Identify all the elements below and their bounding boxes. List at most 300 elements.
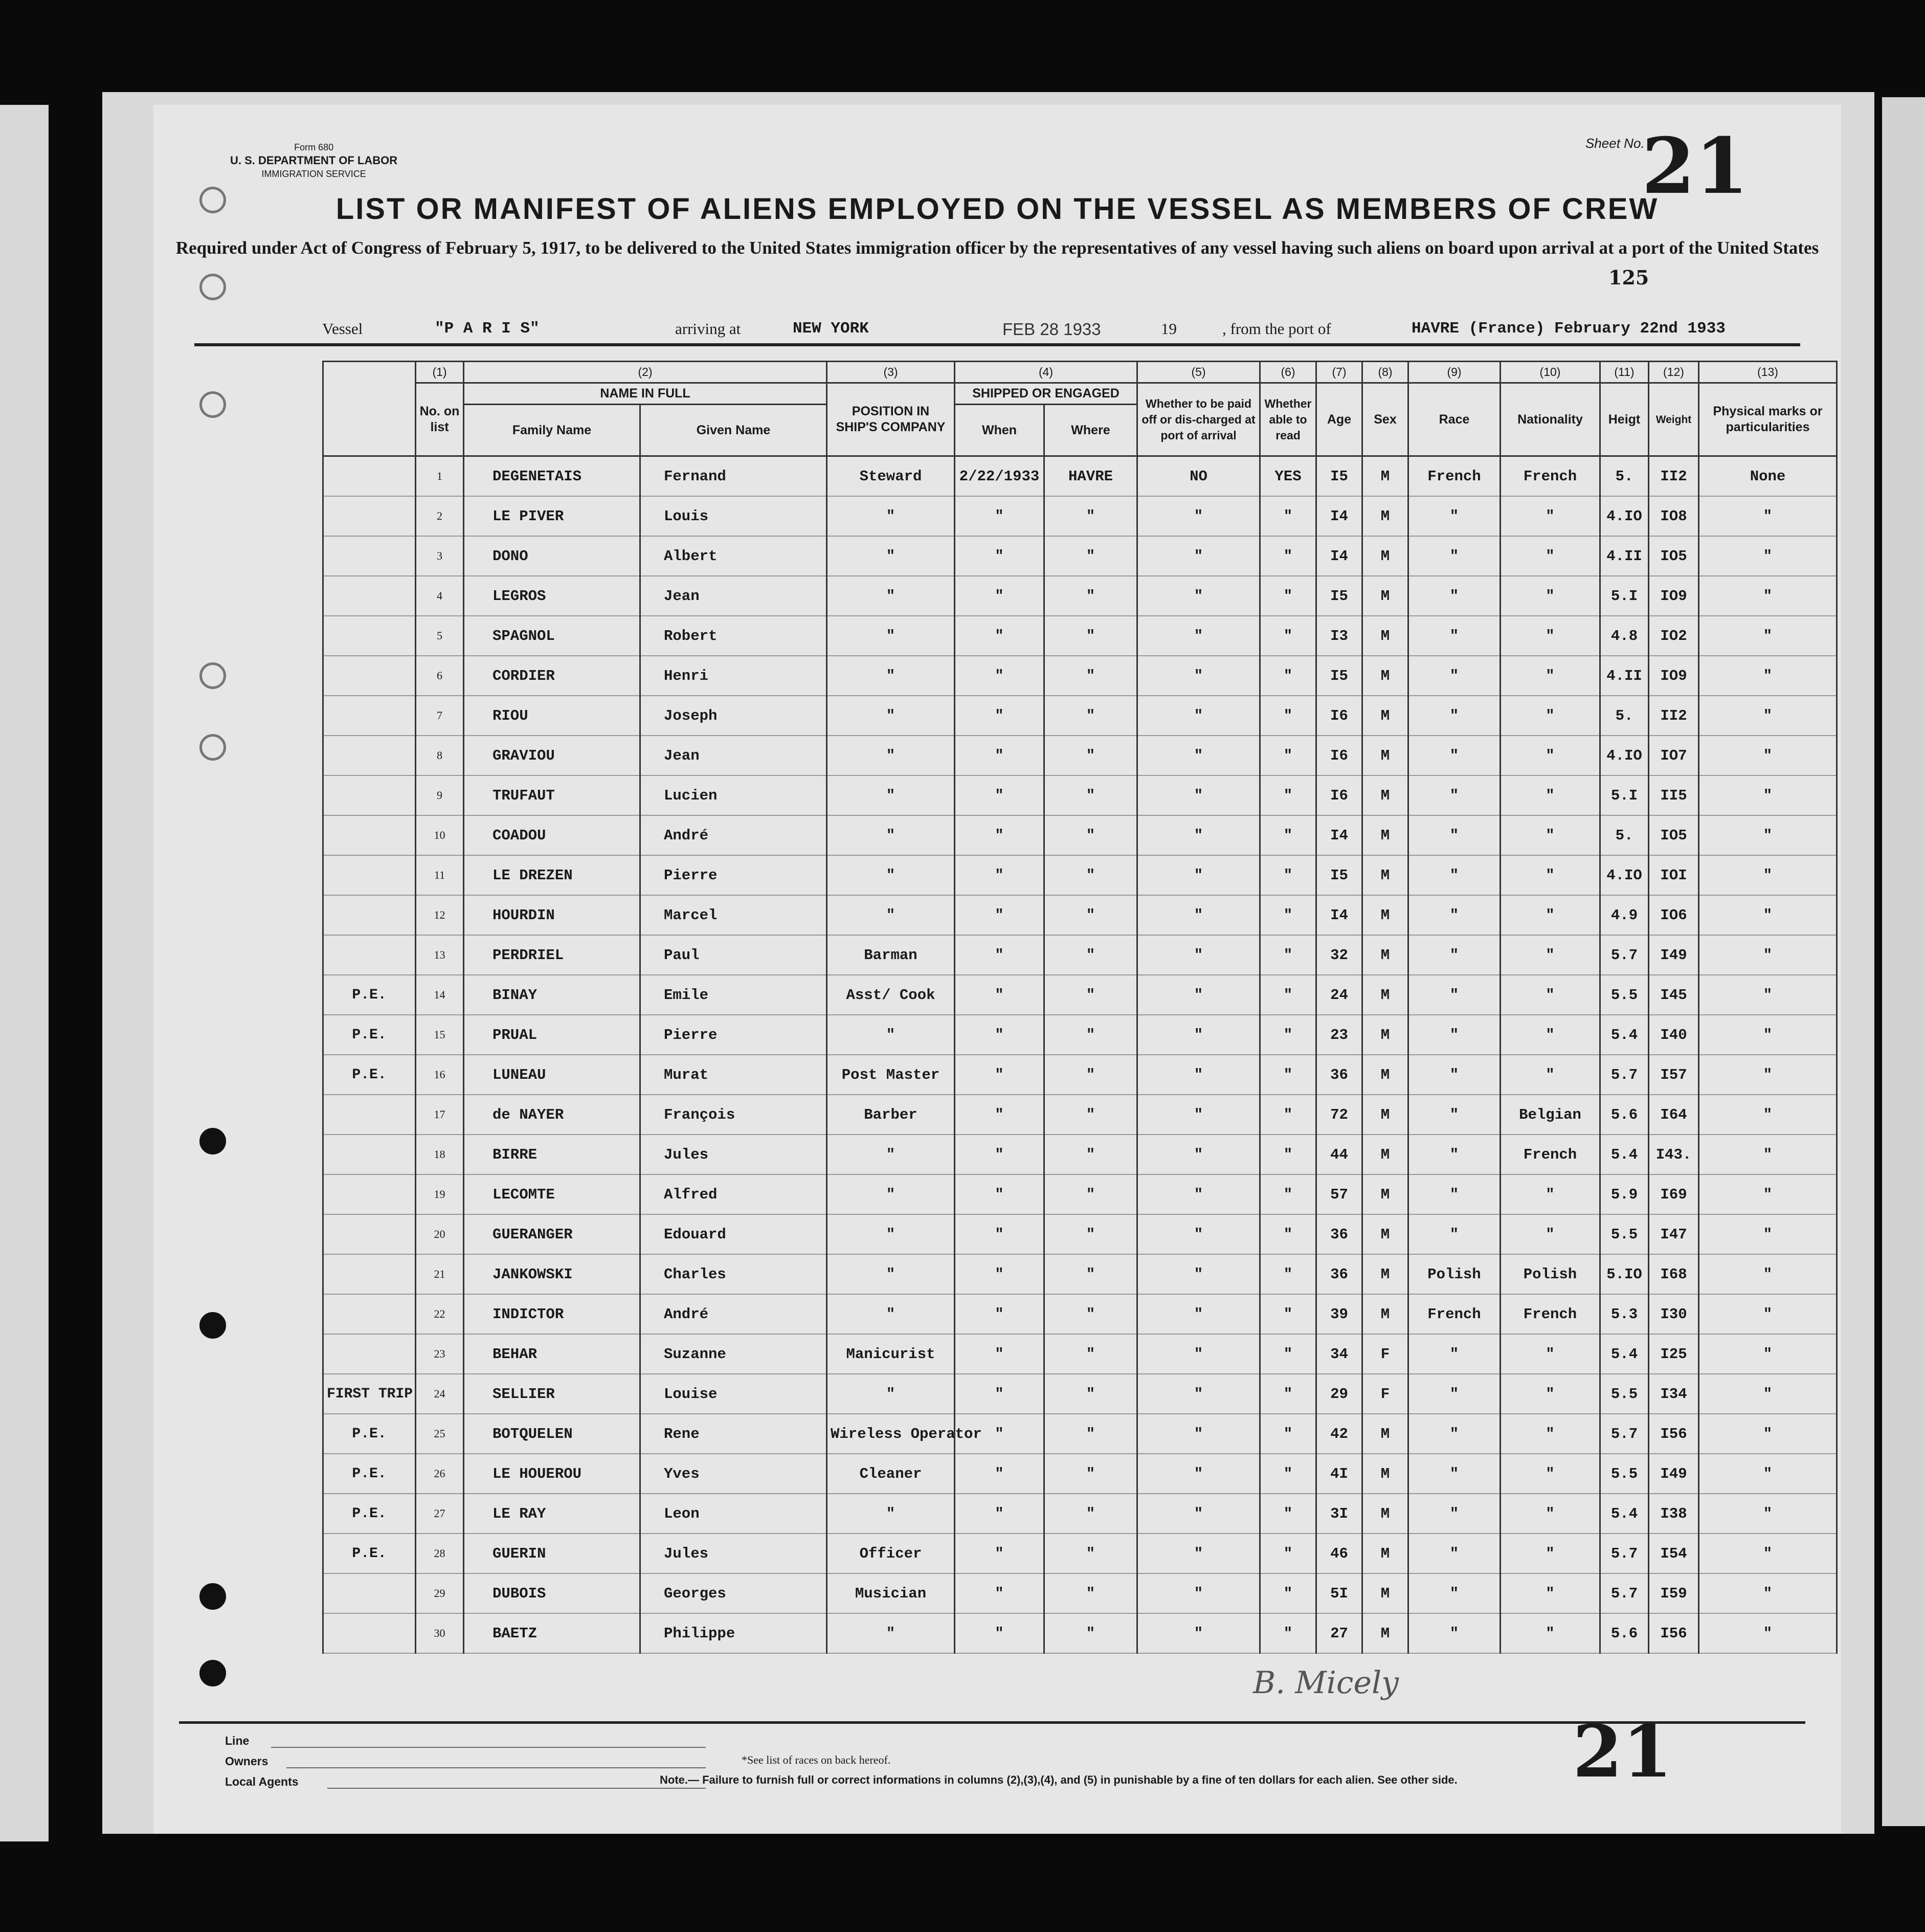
sex-cell: M xyxy=(1362,1573,1408,1613)
race-cell: " xyxy=(1408,1414,1501,1454)
table-row xyxy=(323,895,1837,935)
height-cell: 5.9 xyxy=(1600,1174,1649,1214)
paid-off-cell: " xyxy=(1137,1135,1260,1174)
row-number-cell: 4 xyxy=(416,576,464,616)
weight-cell: IO7 xyxy=(1649,736,1699,775)
physical-marks-cell: " xyxy=(1699,855,1837,895)
shipped-when-cell: " xyxy=(955,975,1044,1015)
sex-cell: M xyxy=(1362,1055,1408,1095)
position-cell: " xyxy=(827,1494,955,1534)
height-cell: 5.4 xyxy=(1600,1015,1649,1055)
owners-underline xyxy=(286,1767,706,1768)
height-cell: 5.IO xyxy=(1600,1254,1649,1294)
header-rule xyxy=(194,343,1800,346)
weight-cell: I47 xyxy=(1649,1214,1699,1254)
department: U. S. DEPARTMENT OF LABOR xyxy=(230,154,398,167)
physical-marks-cell: " xyxy=(1699,1135,1837,1174)
shipped-where-cell: " xyxy=(1044,1573,1137,1613)
remark-cell xyxy=(323,1214,416,1254)
no-on-list-header: No. on list xyxy=(416,383,464,456)
age-cell: 23 xyxy=(1316,1015,1362,1055)
height-cell: 5.7 xyxy=(1600,1055,1649,1095)
weight-cell: IO9 xyxy=(1649,656,1699,696)
form-header xyxy=(230,141,397,181)
remark-cell: P.E. xyxy=(323,975,416,1015)
position-cell: " xyxy=(827,736,955,775)
nationality-cell: " xyxy=(1501,656,1600,696)
physical-marks-cell: " xyxy=(1699,1055,1837,1095)
shipped-when-cell: " xyxy=(955,1534,1044,1573)
table-row xyxy=(323,1414,1837,1454)
weight-cell: II2 xyxy=(1649,456,1699,497)
remark-cell: P.E. xyxy=(323,1015,416,1055)
family-name-cell: HOURDIN xyxy=(464,895,640,935)
punch-hole xyxy=(199,1128,226,1154)
row-number-cell: 29 xyxy=(416,1573,464,1613)
table-row xyxy=(323,1095,1837,1135)
weight-cell: IO5 xyxy=(1649,815,1699,855)
physical-marks-cell: " xyxy=(1699,736,1837,775)
row-number-cell: 15 xyxy=(416,1015,464,1055)
punch-hole xyxy=(199,1312,226,1339)
position-cell: " xyxy=(827,656,955,696)
weight-cell: IO5 xyxy=(1649,536,1699,576)
age-cell: 27 xyxy=(1316,1613,1362,1653)
paid-off-cell: " xyxy=(1137,1454,1260,1494)
penalty-note: Note.— Failure to furnish full or correct informations in columns (2),(3),(4), and (5) in punishable by a fine of ten dollars for each alien. See other side. xyxy=(660,1773,1458,1786)
height-cell: 5.5 xyxy=(1600,1214,1649,1254)
position-cell: " xyxy=(827,1015,955,1055)
able-to-read-cell: YES xyxy=(1260,456,1316,497)
paid-off-cell: " xyxy=(1137,855,1260,895)
sex-cell: M xyxy=(1362,656,1408,696)
family-name-cell: LE HOUEROU xyxy=(464,1454,640,1494)
punch-hole xyxy=(199,274,226,300)
age-cell: I4 xyxy=(1316,895,1362,935)
able-to-read-cell: " xyxy=(1260,576,1316,616)
sex-header: Sex xyxy=(1362,383,1408,456)
remark-cell: FIRST TRIP xyxy=(323,1374,416,1414)
given-name-cell: Pierre xyxy=(640,1015,827,1055)
table-row xyxy=(323,1254,1837,1294)
paid-off-cell: " xyxy=(1137,1254,1260,1294)
weight-cell: I59 xyxy=(1649,1573,1699,1613)
shipped-when-cell: " xyxy=(955,1494,1044,1534)
nationality-cell: " xyxy=(1501,1573,1600,1613)
height-cell: 5. xyxy=(1600,696,1649,736)
able-to-read-cell: " xyxy=(1260,1334,1316,1374)
row-number-cell: 27 xyxy=(416,1494,464,1534)
physical-marks-cell: " xyxy=(1699,1254,1837,1294)
shipped-when-cell: " xyxy=(955,1254,1044,1294)
nationality-cell: " xyxy=(1501,616,1600,656)
shipped-when-cell: " xyxy=(955,1334,1044,1374)
family-name-cell: LE RAY xyxy=(464,1494,640,1534)
race-cell: " xyxy=(1408,1174,1501,1214)
sex-cell: M xyxy=(1362,855,1408,895)
race-cell: " xyxy=(1408,815,1501,855)
able-to-read-cell: " xyxy=(1260,975,1316,1015)
row-number-cell: 14 xyxy=(416,975,464,1015)
physical-marks-cell: " xyxy=(1699,1454,1837,1494)
nationality-cell: " xyxy=(1501,1055,1600,1095)
crew-manifest-table xyxy=(322,361,1838,1654)
given-name-cell: Robert xyxy=(640,616,827,656)
family-name-cell: COADOU xyxy=(464,815,640,855)
shipped-where-cell: " xyxy=(1044,1374,1137,1414)
shipped-when-cell: " xyxy=(955,736,1044,775)
table-row xyxy=(323,935,1837,975)
given-name-cell: Philippe xyxy=(640,1613,827,1653)
race-cell: " xyxy=(1408,576,1501,616)
row-number-cell: 17 xyxy=(416,1095,464,1135)
sex-cell: M xyxy=(1362,1294,1408,1334)
height-cell: 5.I xyxy=(1600,576,1649,616)
paid-off-cell: " xyxy=(1137,576,1260,616)
position-cell: Barman xyxy=(827,935,955,975)
able-to-read-cell: " xyxy=(1260,1095,1316,1135)
shipped-where-cell: " xyxy=(1044,1095,1137,1135)
sex-cell: M xyxy=(1362,1613,1408,1653)
row-number-cell: 30 xyxy=(416,1613,464,1653)
table-row xyxy=(323,1454,1837,1494)
row-number-cell: 7 xyxy=(416,696,464,736)
sex-cell: M xyxy=(1362,1454,1408,1494)
position-cell: Musician xyxy=(827,1573,955,1613)
age-cell: I3 xyxy=(1316,616,1362,656)
shipped-when-cell: 2/22/1933 xyxy=(955,456,1044,497)
physical-marks-cell: " xyxy=(1699,895,1837,935)
arriving-label: arriving at xyxy=(675,320,741,338)
remark-cell xyxy=(323,616,416,656)
table-row xyxy=(323,536,1837,576)
position-cell: " xyxy=(827,576,955,616)
race-cell: " xyxy=(1408,736,1501,775)
paid-off-cell: " xyxy=(1137,935,1260,975)
paid-off-cell: " xyxy=(1137,1174,1260,1214)
sex-cell: M xyxy=(1362,1254,1408,1294)
physical-marks-cell: " xyxy=(1699,815,1837,855)
nationality-cell: " xyxy=(1501,1454,1600,1494)
physical-marks-cell: " xyxy=(1699,775,1837,815)
family-name-cell: PRUAL xyxy=(464,1015,640,1055)
row-number-cell: 2 xyxy=(416,496,464,536)
age-cell: I4 xyxy=(1316,536,1362,576)
remark-cell: P.E. xyxy=(323,1414,416,1454)
shipped-when-cell: " xyxy=(955,696,1044,736)
age-cell: 36 xyxy=(1316,1214,1362,1254)
family-name-cell: GUERIN xyxy=(464,1534,640,1573)
given-name-cell: Georges xyxy=(640,1573,827,1613)
shipped-where-cell: HAVRE xyxy=(1044,456,1137,497)
weight-cell: I49 xyxy=(1649,1454,1699,1494)
given-name-cell: André xyxy=(640,1294,827,1334)
table-row xyxy=(323,736,1837,775)
shipped-where-cell: " xyxy=(1044,935,1137,975)
sex-cell: F xyxy=(1362,1374,1408,1414)
given-name-cell: Lucien xyxy=(640,775,827,815)
shipped-where-cell: " xyxy=(1044,1294,1137,1334)
weight-cell: I69 xyxy=(1649,1174,1699,1214)
position-cell: Asst/ Cook xyxy=(827,975,955,1015)
table-row xyxy=(323,775,1837,815)
physical-marks-cell: " xyxy=(1699,1015,1837,1055)
weight-cell: I38 xyxy=(1649,1494,1699,1534)
family-name-cell: PERDRIEL xyxy=(464,935,640,975)
vessel-label: Vessel xyxy=(322,320,363,338)
sex-cell: M xyxy=(1362,576,1408,616)
row-number-cell: 12 xyxy=(416,895,464,935)
weight-cell: I68 xyxy=(1649,1254,1699,1294)
shipped-where-cell: " xyxy=(1044,1174,1137,1214)
age-cell: 36 xyxy=(1316,1254,1362,1294)
weight-cell: II5 xyxy=(1649,775,1699,815)
nationality-cell: " xyxy=(1501,815,1600,855)
remark-cell xyxy=(323,1334,416,1374)
height-cell: 5.5 xyxy=(1600,1454,1649,1494)
able-to-read-cell: " xyxy=(1260,1374,1316,1414)
paid-off-cell: " xyxy=(1137,696,1260,736)
height-cell: 5.7 xyxy=(1600,1573,1649,1613)
given-name-cell: Henri xyxy=(640,656,827,696)
remark-cell xyxy=(323,656,416,696)
table-row xyxy=(323,656,1837,696)
family-name-cell: de NAYER xyxy=(464,1095,640,1135)
age-cell: 46 xyxy=(1316,1534,1362,1573)
able-to-read-cell: " xyxy=(1260,855,1316,895)
age-cell: 34 xyxy=(1316,1334,1362,1374)
age-cell: I6 xyxy=(1316,696,1362,736)
shipped-where-cell: " xyxy=(1044,1613,1137,1653)
remark-cell xyxy=(323,1174,416,1214)
family-name-cell: DEGENETAIS xyxy=(464,456,640,497)
weight-cell: IO2 xyxy=(1649,616,1699,656)
race-cell: " xyxy=(1408,1494,1501,1534)
paid-off-cell: " xyxy=(1137,496,1260,536)
able-to-read-cell: " xyxy=(1260,815,1316,855)
height-cell: 5. xyxy=(1600,456,1649,497)
able-to-read-cell: " xyxy=(1260,1055,1316,1095)
paid-off-cell: " xyxy=(1137,1573,1260,1613)
able-to-read-cell: " xyxy=(1260,1494,1316,1534)
race-cell: " xyxy=(1408,1214,1501,1254)
table-row xyxy=(323,1015,1837,1055)
weight-cell: IOI xyxy=(1649,855,1699,895)
table-row xyxy=(323,1135,1837,1174)
physical-marks-cell: " xyxy=(1699,1214,1837,1254)
given-name-cell: Rene xyxy=(640,1414,827,1454)
remark-cell xyxy=(323,1294,416,1334)
able-to-read-cell: " xyxy=(1260,1015,1316,1055)
col-1-number: (1) xyxy=(416,362,464,383)
sex-cell: F xyxy=(1362,1334,1408,1374)
position-cell: " xyxy=(827,616,955,656)
remark-cell xyxy=(323,1254,416,1294)
sex-cell: M xyxy=(1362,1534,1408,1573)
weight-cell: IO8 xyxy=(1649,496,1699,536)
race-cell: " xyxy=(1408,895,1501,935)
race-cell: " xyxy=(1408,1454,1501,1494)
race-cell: " xyxy=(1408,1573,1501,1613)
able-to-read-cell: " xyxy=(1260,616,1316,656)
given-name-cell: Edouard xyxy=(640,1214,827,1254)
row-number-cell: 3 xyxy=(416,536,464,576)
shipped-when-cell: " xyxy=(955,496,1044,536)
shipped-when-cell: " xyxy=(955,576,1044,616)
family-name-cell: BINAY xyxy=(464,975,640,1015)
family-name-cell: LE PIVER xyxy=(464,496,640,536)
height-cell: 5.6 xyxy=(1600,1095,1649,1135)
age-cell: 42 xyxy=(1316,1414,1362,1454)
able-to-read-cell: " xyxy=(1260,1254,1316,1294)
table-row xyxy=(323,1214,1837,1254)
physical-marks-cell: " xyxy=(1699,1374,1837,1414)
table-row xyxy=(323,1055,1837,1095)
able-to-read-cell: " xyxy=(1260,935,1316,975)
table-row xyxy=(323,1613,1837,1653)
shipped-where-cell: " xyxy=(1044,1414,1137,1454)
row-number-cell: 9 xyxy=(416,775,464,815)
age-cell: I5 xyxy=(1316,576,1362,616)
remark-cell xyxy=(323,576,416,616)
manifest-rows xyxy=(323,456,1837,1654)
paid-off-cell: " xyxy=(1137,616,1260,656)
shipped-where-cell: " xyxy=(1044,1254,1137,1294)
from-label: , from the port of xyxy=(1222,320,1331,338)
shipped-where-cell: " xyxy=(1044,1454,1137,1494)
age-cell: 24 xyxy=(1316,975,1362,1015)
row-number-cell: 20 xyxy=(416,1214,464,1254)
race-cell: " xyxy=(1408,775,1501,815)
table-row xyxy=(323,1334,1837,1374)
page-title: LIST OR MANIFEST OF ALIENS EMPLOYED ON THE VESSEL AS MEMBERS OF CREW xyxy=(335,192,1659,226)
family-name-cell: LECOMTE xyxy=(464,1174,640,1214)
family-name-cell: SPAGNOL xyxy=(464,616,640,656)
weight-cell: I49 xyxy=(1649,935,1699,975)
nationality-cell: " xyxy=(1501,855,1600,895)
paid-off-cell: NO xyxy=(1137,456,1260,497)
punch-hole xyxy=(199,1583,226,1610)
given-name-cell: Leon xyxy=(640,1494,827,1534)
given-name-cell: Albert xyxy=(640,536,827,576)
physical-marks-cell: " xyxy=(1699,1534,1837,1573)
table-row xyxy=(323,855,1837,895)
sex-cell: M xyxy=(1362,935,1408,975)
position-cell: Officer xyxy=(827,1534,955,1573)
shipped-when-cell: " xyxy=(955,536,1044,576)
remark-cell xyxy=(323,1095,416,1135)
table-row xyxy=(323,1294,1837,1334)
footer-rule xyxy=(179,1721,1805,1724)
family-name-cell: GUERANGER xyxy=(464,1214,640,1254)
nationality-cell: " xyxy=(1501,975,1600,1015)
age-cell: 39 xyxy=(1316,1294,1362,1334)
col-4-number: (4) xyxy=(955,362,1137,383)
shipped-where-cell: " xyxy=(1044,1055,1137,1095)
shipped-when-cell: " xyxy=(955,895,1044,935)
nationality-cell: " xyxy=(1501,736,1600,775)
paid-off-header: Whether to be paid off or dis-charged at port of arrival xyxy=(1137,383,1260,456)
paid-off-cell: " xyxy=(1137,1534,1260,1573)
agents-underline xyxy=(327,1788,706,1789)
shipped-when-cell: " xyxy=(955,1454,1044,1494)
table-row xyxy=(323,496,1837,536)
race-cell: " xyxy=(1408,1135,1501,1174)
age-header: Age xyxy=(1316,383,1362,456)
shipped-when-cell: " xyxy=(955,1135,1044,1174)
shipped-where-cell: " xyxy=(1044,496,1137,536)
physical-marks-cell: " xyxy=(1699,935,1837,975)
table-row xyxy=(323,1374,1837,1414)
table-row xyxy=(323,1174,1837,1214)
weight-cell: II2 xyxy=(1649,696,1699,736)
physical-marks-header: Physical marks or particularities xyxy=(1699,383,1837,456)
sex-cell: M xyxy=(1362,456,1408,497)
physical-marks-cell: " xyxy=(1699,1573,1837,1613)
row-number-cell: 24 xyxy=(416,1374,464,1414)
form-number: Form 680 xyxy=(294,142,334,152)
nationality-cell: French xyxy=(1501,1135,1600,1174)
shipped-when-cell: " xyxy=(955,1055,1044,1095)
paid-off-cell: " xyxy=(1137,1294,1260,1334)
shipped-where-cell: " xyxy=(1044,656,1137,696)
table-row xyxy=(323,1534,1837,1573)
able-to-read-cell: " xyxy=(1260,1294,1316,1334)
shipped-when-cell: " xyxy=(955,775,1044,815)
race-header: Race xyxy=(1408,383,1501,456)
weight-cell: I56 xyxy=(1649,1414,1699,1454)
given-name-cell: Suzanne xyxy=(640,1334,827,1374)
shipped-where-cell: " xyxy=(1044,736,1137,775)
nationality-cell: " xyxy=(1501,1015,1600,1055)
sheet-number: 21 xyxy=(1642,121,1749,211)
weight-cell: I57 xyxy=(1649,1055,1699,1095)
col-7-number: (7) xyxy=(1316,362,1362,383)
remark-cell xyxy=(323,456,416,497)
given-name-cell: Charles xyxy=(640,1254,827,1294)
physical-marks-cell: " xyxy=(1699,1414,1837,1454)
able-to-read-cell: " xyxy=(1260,1613,1316,1653)
col-13-number: (13) xyxy=(1699,362,1837,383)
able-to-read-cell: " xyxy=(1260,1135,1316,1174)
races-note: *See list of races on back hereof. xyxy=(742,1753,891,1766)
row-number-cell: 18 xyxy=(416,1135,464,1174)
age-cell: 72 xyxy=(1316,1095,1362,1135)
family-name-cell: DUBOIS xyxy=(464,1573,640,1613)
age-cell: I4 xyxy=(1316,815,1362,855)
given-name-cell: François xyxy=(640,1095,827,1135)
remark-cell xyxy=(323,855,416,895)
height-cell: 5.5 xyxy=(1600,1374,1649,1414)
remark-cell xyxy=(323,775,416,815)
position-cell: " xyxy=(827,855,955,895)
arrival-date-stamp: FEB 28 1933 xyxy=(1002,320,1101,339)
given-name-header: Given Name xyxy=(640,405,827,456)
table-row xyxy=(323,456,1837,497)
age-cell: 32 xyxy=(1316,935,1362,975)
sex-cell: M xyxy=(1362,975,1408,1015)
physical-marks-cell: " xyxy=(1699,496,1837,536)
handwritten-signature: B. Micely xyxy=(1253,1665,1399,1701)
able-to-read-cell: " xyxy=(1260,1414,1316,1454)
given-name-cell: Fernand xyxy=(640,456,827,497)
physical-marks-cell: " xyxy=(1699,656,1837,696)
age-cell: 57 xyxy=(1316,1174,1362,1214)
race-cell: French xyxy=(1408,1294,1501,1334)
physical-marks-cell: " xyxy=(1699,1294,1837,1334)
family-name-cell: JANKOWSKI xyxy=(464,1254,640,1294)
height-cell: 5.6 xyxy=(1600,1613,1649,1653)
